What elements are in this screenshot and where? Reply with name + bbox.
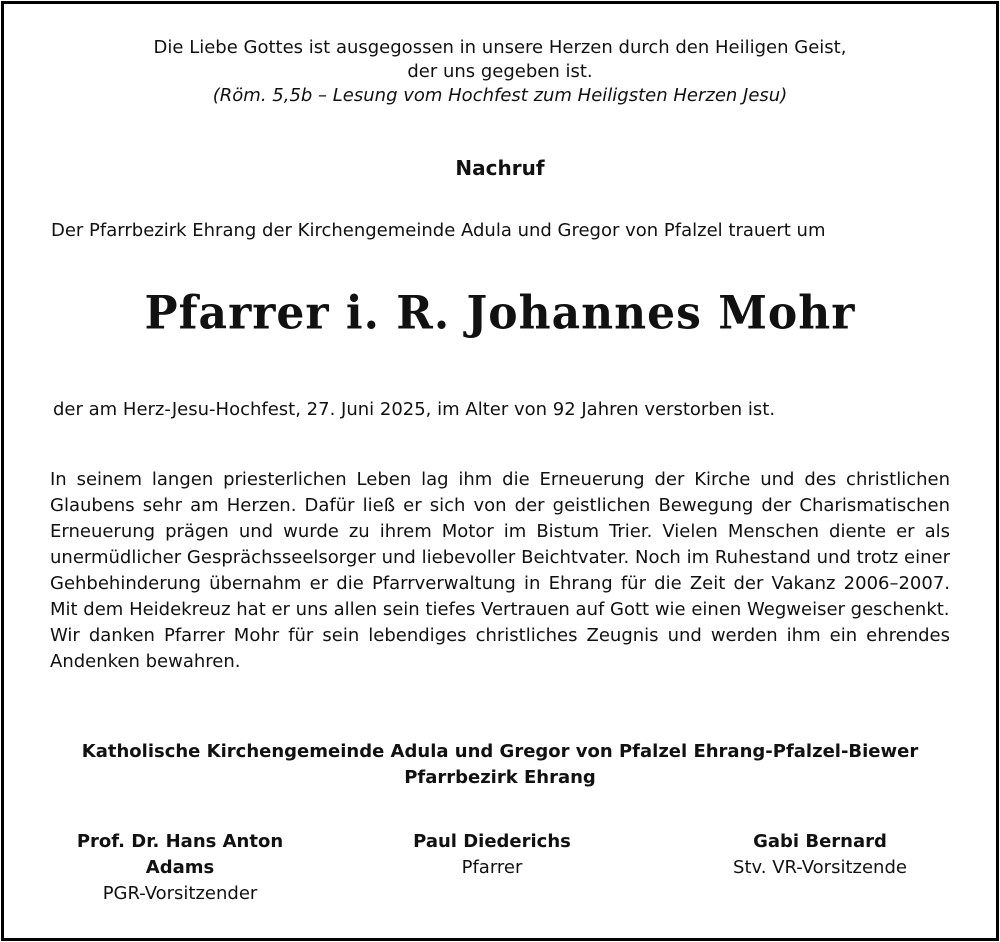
- intro-text: Der Pfarrbezirk Ehrang der Kirchengemeinde Adula und Gregor von Pfalzel trauert um: [51, 220, 826, 241]
- signatory-role: Pfarrer: [461, 857, 523, 878]
- tribute-paragraph: In seinem langen priesterlichen Leben lag ihm die Erneuerung der Kirche und des christlichen Glaubens sehr am Herzen. Dafür ließ er sich von der geistlichen Bewegung der Charismatischen Erneuerung prägen und wurde zu ihrem Motor im Bistum Trier. Vielen Menschen diente er als unermüdlicher Gesprächsseelsorger und liebevoller Beichtvater. Noch im Ruhestand und trotz einer Gehbehinderung übernahm er die Pfarrverwaltung in Ehrang für die Zeit der Vakanz 2006–2007. Mit dem Heidekreuz hat er uns allen sein tiefes Vertrauen auf Gott wie einen Wegweiser geschenkt.: [50, 469, 950, 620]
- signatory-role: PGR-Vorsitzender: [102, 883, 258, 904]
- parish-name: Katholische Kirchengemeinde Adula und Gregor von Pfalzel Ehrang-Pfalzel-Biewer: [81, 741, 919, 762]
- thanks-paragraph: Wir danken Pfarrer Mohr für sein lebendiges christliches Zeugnis und werden ihm ein ehrendes Andenken bewahren.: [50, 625, 950, 672]
- bible-verse-line-1: Die Liebe Gottes ist ausgegossen in unsere Herzen durch den Heiligen Geist,: [153, 37, 847, 58]
- signatory-3: [680, 829, 960, 881]
- bible-verse-line-2: der uns gegeben ist.: [407, 61, 593, 82]
- signatory-name: Gabi Bernard: [753, 831, 887, 852]
- parish-organization: [0, 739, 1000, 791]
- signatory-name-cont: Adams: [145, 857, 215, 878]
- signatory-1: [40, 829, 320, 907]
- signatory-2: [352, 829, 632, 881]
- death-notice: der am Herz-Jesu-Hochfest, 27. Juni 2025, im Alter von 92 Jahren verstorben ist.: [53, 399, 776, 420]
- tribute-text: [50, 467, 950, 675]
- notice-heading: Nachruf: [455, 156, 545, 180]
- bible-verse: [0, 36, 1000, 108]
- signatory-role: Stv. VR-Vorsitzende: [733, 857, 907, 878]
- deceased-name: Pfarrer i. R. Johannes Mohr: [144, 286, 856, 341]
- bible-verse-reference: (Röm. 5,5b – Lesung vom Hochfest zum Heiligsten Herzen Jesu): [212, 85, 788, 106]
- signatory-name: Paul Diederichs: [413, 831, 571, 852]
- signatory-name: Prof. Dr. Hans Anton: [76, 831, 284, 852]
- parish-district: Pfarrbezirk Ehrang: [404, 767, 596, 788]
